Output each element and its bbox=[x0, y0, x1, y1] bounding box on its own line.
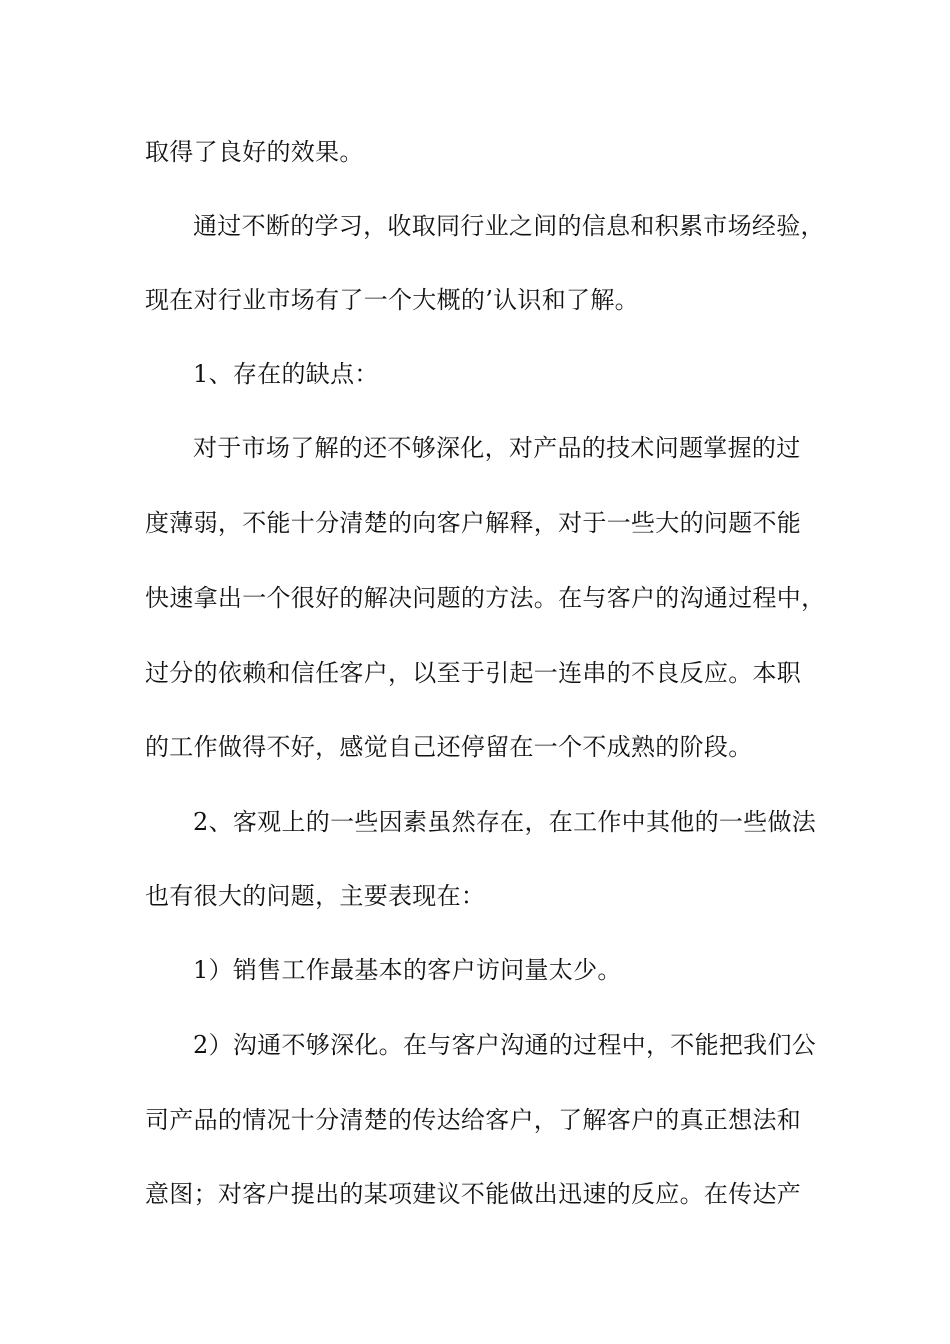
text-line: 取得了良好的效果。 bbox=[145, 138, 364, 166]
section-heading: 1、存在的缺点： bbox=[193, 360, 379, 388]
list-item: 2）沟通不够深化。在与客户沟通的过程中，不能把我们公 bbox=[193, 1031, 817, 1059]
text-line: 也有很大的问题，主要表现在： bbox=[145, 882, 486, 910]
list-item: 1）销售工作最基本的客户访问量太少。 bbox=[193, 956, 622, 984]
text-line: 现在对行业市场有了一个大概的’认识和了解。 bbox=[145, 286, 639, 314]
text-line: 过分的依赖和信任客户，以至于引起一连串的不良反应。本职 bbox=[145, 659, 802, 687]
text-line: 的工作做得不好，感觉自己还停留在一个不成熟的阶段。 bbox=[145, 733, 753, 761]
paragraph-line: 2、客观上的一些因素虽然存在，在工作中其他的一些做法 bbox=[193, 808, 817, 836]
text-line: 快速拿出一个很好的解决问题的方法。在与客户的沟通过程中， bbox=[145, 584, 826, 612]
paragraph-line: 对于市场了解的还不够深化，对产品的技术问题掌握的过 bbox=[193, 434, 801, 462]
text-line: 度薄弱，不能十分清楚的向客户解释，对于一些大的问题不能 bbox=[145, 509, 802, 537]
paragraph-line: 通过不断的学习，收取同行业之间的信息和积累市场经验， bbox=[193, 212, 825, 240]
text-line: 意图；对客户提出的某项建议不能做出迅速的反应。在传达产 bbox=[145, 1180, 802, 1208]
text-line: 司产品的情况十分清楚的传达给客户，了解客户的真正想法和 bbox=[145, 1106, 802, 1134]
